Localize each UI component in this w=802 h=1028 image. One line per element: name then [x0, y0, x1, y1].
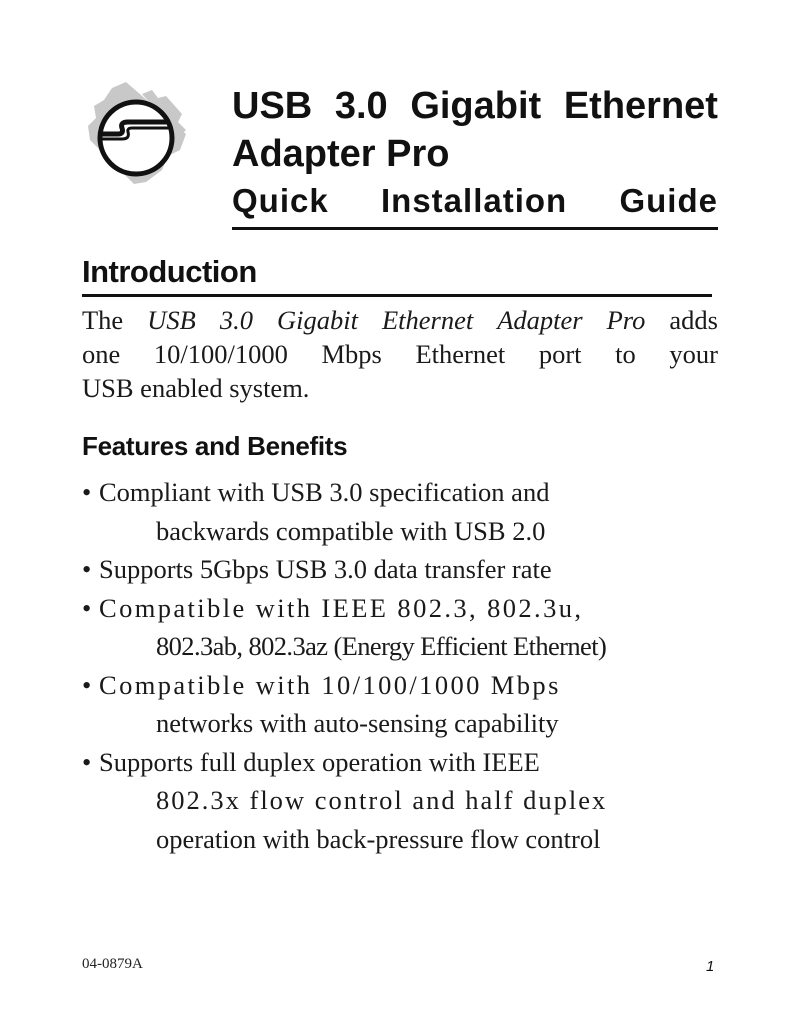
sig-logo-icon	[82, 78, 194, 190]
intro-line-3: USB enabled system.	[82, 373, 310, 403]
introduction-heading: Introduction	[82, 254, 257, 289]
feature-item: • Compatible with IEEE 802.3, 802.3u, 802.3ab, 802.3az (Energy Efficient Ethernet)	[82, 589, 722, 666]
features-list	[82, 473, 722, 858]
bullet-icon: •	[82, 554, 92, 584]
introduction-paragraph	[82, 303, 718, 405]
intro-line-1: The USB 3.0 Gigabit Ethernet Adapter Pro adds	[82, 305, 718, 335]
product-name: USB	[147, 305, 196, 335]
bullet-icon: •	[82, 746, 92, 777]
document-code: 04-0879A	[82, 956, 143, 972]
title-line-1: USB 3.0 Gigabit Ethernet	[232, 85, 718, 127]
title-line-2: Adapter Pro	[232, 133, 450, 175]
title-divider	[232, 227, 718, 230]
feature-item: • Compliant with USB 3.0 specification and backwards compatible with USB 2.0	[82, 473, 722, 550]
page-number: 1	[706, 958, 715, 975]
introduction-divider	[82, 294, 712, 297]
features-heading: Features and Benefits	[82, 431, 348, 461]
bullet-icon: •	[82, 592, 92, 623]
bullet-icon: •	[82, 477, 92, 507]
document-title	[232, 82, 718, 224]
feature-item: • Supports full duplex operation with IEEE 802.3x flow control and half duplex operation with back-pressure flow control	[82, 743, 722, 859]
bullet-icon: •	[82, 669, 92, 700]
intro-line-2: one 10/100/1000 Mbps Ethernet port to your	[82, 339, 718, 369]
subtitle: Quick Installation Guide	[232, 182, 718, 219]
feature-item: • Compatible with 10/100/1000 Mbps networks with auto-sensing capability	[82, 666, 722, 743]
feature-item: • Supports 5Gbps USB 3.0 data transfer rate	[82, 550, 722, 589]
